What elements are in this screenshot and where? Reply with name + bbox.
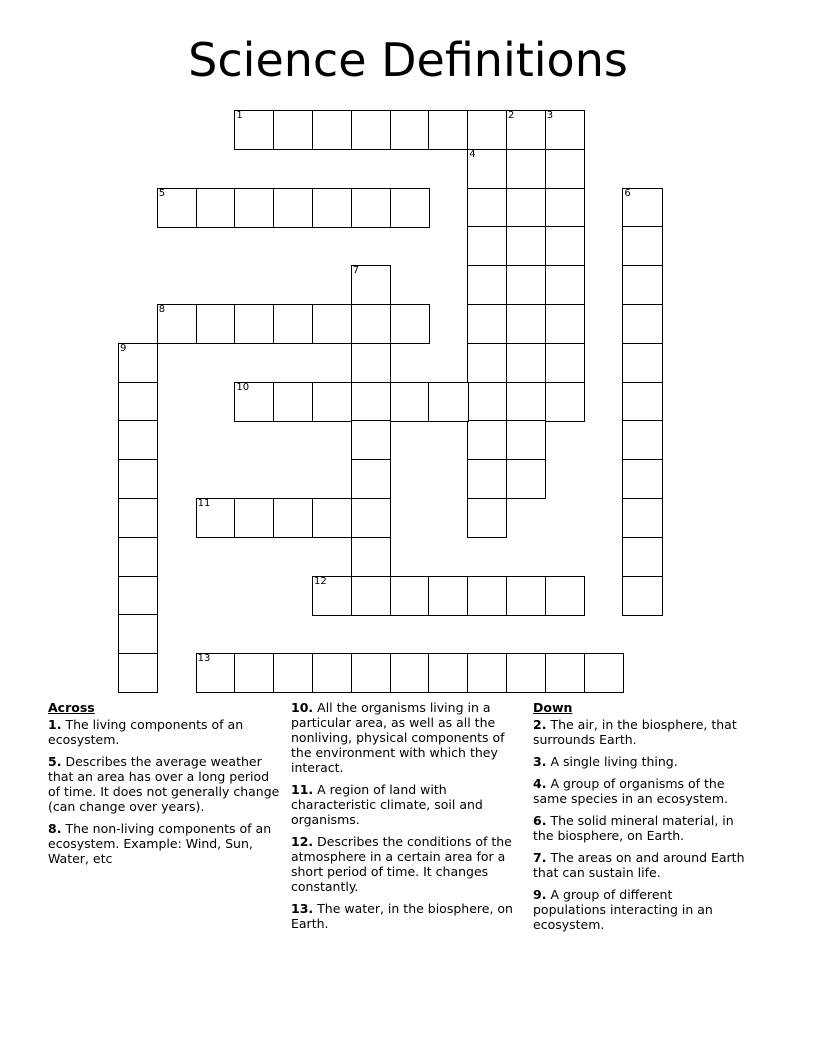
crossword-cell[interactable] xyxy=(390,576,430,616)
clue-across-10: 10. All the organisms living in a particular area, as well as all the nonliving, physical components of the environment with which they interact. xyxy=(291,700,505,775)
crossword-cell[interactable] xyxy=(622,265,662,305)
crossword-cell[interactable] xyxy=(118,420,158,460)
crossword-cell[interactable] xyxy=(545,343,585,383)
clue-number: 8 xyxy=(158,304,166,315)
crossword-cell[interactable] xyxy=(118,382,158,422)
crossword-cell[interactable] xyxy=(467,110,507,150)
crossword-cell[interactable] xyxy=(467,653,507,693)
crossword-cell[interactable] xyxy=(545,188,585,228)
crossword-cell[interactable] xyxy=(622,576,662,616)
clue-number: 4 xyxy=(469,148,476,160)
crossword-cell[interactable] xyxy=(312,653,352,693)
crossword-cell[interactable] xyxy=(196,653,236,693)
crossword-cell[interactable] xyxy=(351,653,391,693)
crossword-cell[interactable] xyxy=(545,265,585,305)
crossword-cell[interactable] xyxy=(234,304,274,344)
clue-down-7: 7. The areas on and around Earth that can sustain life. xyxy=(533,850,745,880)
crossword-cell[interactable] xyxy=(622,343,662,383)
crossword-cell[interactable] xyxy=(234,498,274,538)
crossword-cell[interactable] xyxy=(467,459,507,499)
crossword-cell[interactable] xyxy=(506,110,546,150)
crossword-cell[interactable] xyxy=(351,498,391,538)
crossword-cell[interactable] xyxy=(390,304,430,344)
crossword-cell[interactable] xyxy=(506,188,546,228)
crossword-cell[interactable] xyxy=(506,343,546,383)
crossword-cell[interactable] xyxy=(351,576,391,616)
crossword-cell[interactable] xyxy=(351,265,391,305)
crossword-cell[interactable] xyxy=(390,110,430,150)
crossword-cell[interactable] xyxy=(390,382,430,422)
crossword-cell[interactable] xyxy=(428,110,468,150)
crossword-cell[interactable] xyxy=(428,576,468,616)
crossword-cell[interactable] xyxy=(157,188,197,228)
crossword-cell[interactable] xyxy=(467,304,507,344)
crossword-cell[interactable] xyxy=(467,149,507,189)
crossword-cell[interactable] xyxy=(545,382,585,422)
crossword-cell[interactable] xyxy=(312,110,352,150)
crossword-cell[interactable] xyxy=(351,537,391,577)
clue-number: 9 xyxy=(120,342,127,354)
clue-number: 5 xyxy=(158,187,166,199)
crossword-cell[interactable] xyxy=(312,304,352,344)
crossword-cell[interactable] xyxy=(390,653,430,693)
clue-across-5: 5. Describes the average weather that an area has over a long period of time. It does not generally change (can change over years). xyxy=(48,754,280,814)
crossword-cell[interactable] xyxy=(506,420,546,460)
clues-column-3 xyxy=(533,700,748,939)
crossword-cell[interactable] xyxy=(273,653,313,693)
crossword-cell[interactable] xyxy=(467,420,507,460)
crossword-cell[interactable] xyxy=(351,420,391,460)
crossword-cell[interactable] xyxy=(118,498,158,538)
crossword-cell[interactable] xyxy=(351,343,391,383)
crossword-cell[interactable] xyxy=(467,498,507,538)
crossword-cell[interactable] xyxy=(467,343,507,383)
clue-down-2: 2. The air, in the biosphere, that surrounds Earth. xyxy=(533,717,737,747)
crossword-cell[interactable] xyxy=(545,110,585,150)
clue-down-3: 3. A single living thing. xyxy=(533,754,678,769)
crossword-cell[interactable] xyxy=(273,304,313,344)
clue-across-12: 12. Describes the conditions of the atmosphere in a certain area for a short period of time. It changes constantly. xyxy=(291,834,512,894)
clue-number: 3 xyxy=(546,110,554,121)
crossword-cell[interactable] xyxy=(622,420,662,460)
crossword-cell[interactable] xyxy=(506,653,546,693)
crossword-cell[interactable] xyxy=(506,576,546,616)
clue-across-11: 11. A region of land with characteristic climate, soil and organisms. xyxy=(291,782,483,827)
crossword-cell[interactable] xyxy=(506,304,546,344)
crossword-cell[interactable] xyxy=(234,382,274,422)
crossword-cell[interactable] xyxy=(622,226,662,266)
crossword-cell[interactable] xyxy=(545,226,585,266)
crossword-cell[interactable] xyxy=(622,304,662,344)
crossword-cell[interactable] xyxy=(622,188,662,228)
crossword-cell[interactable] xyxy=(312,498,352,538)
crossword-cell[interactable] xyxy=(351,459,391,499)
clue-number: 7 xyxy=(352,265,360,277)
crossword-cell[interactable] xyxy=(312,382,352,422)
clues-column-2 xyxy=(291,700,523,938)
crossword-cell[interactable] xyxy=(118,343,158,383)
clue-down-4: 4. A group of organisms of the same species in an ecosystem. xyxy=(533,776,728,806)
clue-number: 1 xyxy=(236,110,243,121)
down-heading: Down xyxy=(533,700,573,715)
crossword-cell[interactable] xyxy=(467,188,507,228)
crossword-cell[interactable] xyxy=(273,188,313,228)
clue-across-13: 13. The water, in the biosphere, on Earth. xyxy=(291,901,513,931)
crossword-cell[interactable] xyxy=(118,576,158,616)
clue-number: 11 xyxy=(197,498,211,509)
page-title: Science Definitions xyxy=(188,33,628,87)
crossword-cell[interactable] xyxy=(545,653,585,693)
crossword-cell[interactable] xyxy=(506,149,546,189)
clue-number: 10 xyxy=(236,381,250,393)
crossword-cell[interactable] xyxy=(428,382,468,422)
crossword-cell[interactable] xyxy=(428,653,468,693)
clue-down-6: 6. The solid mineral material, in the biosphere, on Earth. xyxy=(533,813,734,843)
crossword-cell[interactable] xyxy=(622,498,662,538)
clue-number: 2 xyxy=(508,110,515,121)
crossword-cell[interactable] xyxy=(622,537,662,577)
crossword-cell[interactable] xyxy=(118,614,158,654)
crossword-cell[interactable] xyxy=(545,304,585,344)
crossword-cell[interactable] xyxy=(157,304,197,344)
crossword-cell[interactable] xyxy=(118,459,158,499)
crossword-cell[interactable] xyxy=(196,304,236,344)
clue-number: 6 xyxy=(624,187,631,199)
crossword-cell[interactable] xyxy=(118,537,158,577)
across-heading: Across xyxy=(48,700,95,715)
crossword-cell[interactable] xyxy=(273,498,313,538)
clue-across-1: 1. The living components of an ecosystem. xyxy=(48,717,244,747)
crossword-cell[interactable] xyxy=(622,382,662,422)
crossword-cell[interactable] xyxy=(273,110,313,150)
crossword-cell[interactable] xyxy=(234,110,274,150)
crossword-cell[interactable] xyxy=(622,459,662,499)
crossword-cell[interactable] xyxy=(506,226,546,266)
crossword-cell[interactable] xyxy=(196,188,236,228)
crossword-cell[interactable] xyxy=(390,188,430,228)
crossword-cell[interactable] xyxy=(351,110,391,150)
crossword-cell[interactable] xyxy=(467,576,507,616)
clue-across-8: 8. The non-living components of an ecosystem. Example: Wind, Sun, Water, etc xyxy=(48,821,272,866)
crossword-cell[interactable] xyxy=(118,653,158,693)
crossword-cell[interactable] xyxy=(506,265,546,305)
crossword-cell[interactable] xyxy=(467,382,507,422)
crossword-cell[interactable] xyxy=(351,304,391,344)
crossword-cell[interactable] xyxy=(234,653,274,693)
crossword-cell[interactable] xyxy=(506,459,546,499)
crossword-cell[interactable] xyxy=(506,382,546,422)
crossword-cell[interactable] xyxy=(351,188,391,228)
crossword-cell[interactable] xyxy=(467,265,507,305)
crossword-cell[interactable] xyxy=(545,576,585,616)
crossword-cell[interactable] xyxy=(584,653,624,693)
clue-down-9: 9. A group of different populations interacting in an ecosystem. xyxy=(533,887,713,932)
crossword-cell[interactable] xyxy=(312,188,352,228)
clue-number: 13 xyxy=(197,653,211,665)
crossword-cell[interactable] xyxy=(196,498,236,538)
crossword-cell[interactable] xyxy=(351,382,391,422)
crossword-cell[interactable] xyxy=(273,382,313,422)
crossword-cell[interactable] xyxy=(467,226,507,266)
clue-number: 12 xyxy=(314,575,327,587)
clues-column-1 xyxy=(48,700,283,873)
crossword-cell[interactable] xyxy=(545,149,585,189)
crossword-cell[interactable] xyxy=(234,188,274,228)
crossword-cell[interactable] xyxy=(312,576,352,616)
